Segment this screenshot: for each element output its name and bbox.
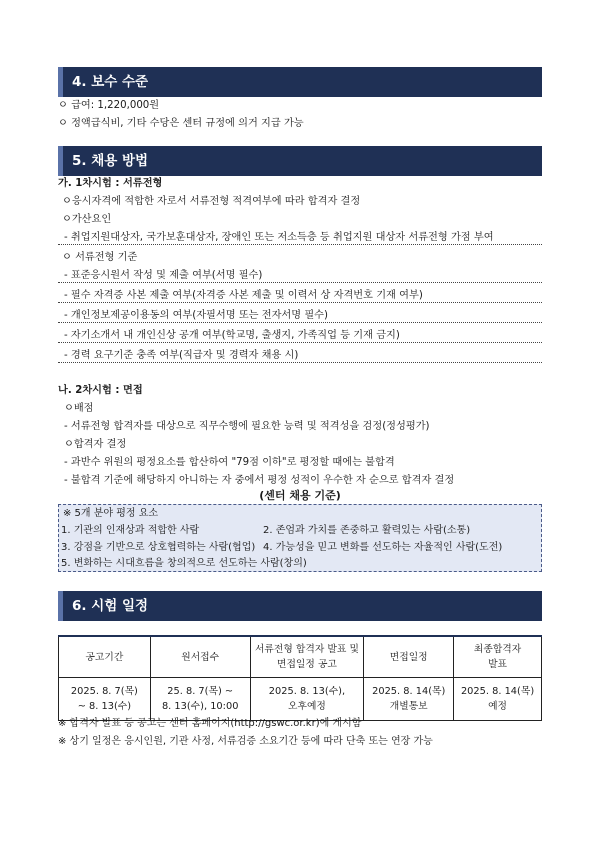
- stage2-heading: 나. 2차시험 : 면접: [58, 385, 143, 396]
- stage2-line: ㅇ합격자 결정: [64, 439, 127, 450]
- table-header-cell: 서류전형 합격자 발표 및 면접일정 공고: [250, 636, 364, 678]
- section-6-title: 6. 시험 일정: [72, 598, 149, 614]
- stage1-line: - 필수 자격증 사본 제출 여부(자격증 사본 제출 및 이력서 상 자격번호 기재 여부): [64, 290, 423, 301]
- table-cell: 2025. 8. 14(목) 개별통보: [364, 678, 454, 721]
- criteria-item: 5. 변화하는 시대흐름을 창의적으로 선도하는 사람(창의): [61, 558, 307, 569]
- stage2-line: - 과반수 위원의 평정요소를 합산하여 "79점 이하"로 평정할 때에는 불합격: [64, 457, 395, 468]
- stage1-line: - 경력 요구기준 충족 여부(직급자 및 경력자 채용 시): [64, 350, 299, 361]
- section-5-title: 5. 채용 방법: [72, 153, 149, 169]
- table-row: [59, 678, 542, 721]
- table-cell: 2025. 8. 14(목) 예정: [454, 678, 542, 721]
- table-header-row: [59, 636, 542, 678]
- stage1-line: - 취업지원대상자, 국가보훈대상자, 장애인 또는 저소득층 등 취업지원 대상자 서류전형 가점 부여: [64, 232, 494, 243]
- stage1-line: ㅇ가산요인: [62, 214, 112, 225]
- stage2-line: ㅇ배점: [64, 403, 94, 414]
- stage1-line: - 개인정보제공이용동의 여부(자필서명 또는 전자서명 필수): [64, 310, 329, 321]
- stage1-line: - 자기소개서 내 개인신상 공개 여부(학교명, 출생지, 가족직업 등 기재 금지): [64, 330, 400, 341]
- stage2-line: - 서류전형 합격자를 대상으로 직무수행에 필요한 능력 및 적격성을 검정(정성평가): [64, 421, 430, 432]
- section-4-header: [58, 67, 542, 97]
- table-cell: 2025. 8. 13(수), 오후예정: [250, 678, 364, 721]
- criteria-box-heading: ※ 5개 분야 평정 요소: [63, 508, 159, 519]
- section-5-header: [58, 146, 542, 176]
- stage1-heading: 가. 1차시험 : 서류전형: [58, 178, 163, 189]
- stage2-line: - 불합격 기준에 해당하지 아니하는 자 중에서 평정 성적이 우수한 자 순으로 합격자 결정: [64, 475, 455, 486]
- criteria-item: 3. 강점을 기반으로 상호협력하는 사람(협업): [61, 542, 256, 553]
- schedule-note: ※ 상기 일정은 응시인원, 기관 사정, 서류검증 소요기간 등에 따라 단축 또는 연장 가능: [58, 736, 433, 747]
- allowance-item: ㅇ 정액급식비, 기타 수당은 센터 규정에 의거 지급 가능: [58, 118, 304, 129]
- stage1-line: - 표준응시원서 작성 및 제출 여부(서명 필수): [64, 270, 263, 281]
- section-4-title: 4. 보수 수준: [72, 74, 149, 90]
- stage1-line: ㅇ 서류전형 기준: [62, 252, 138, 263]
- evaluation-criteria-box: [58, 504, 542, 572]
- table-cell: 25. 8. 7(목) ~ 8. 13(수), 10:00: [150, 678, 250, 721]
- section-6-header: [58, 591, 542, 621]
- criteria-item: 1. 기관의 인재상과 적합한 사람: [61, 525, 200, 536]
- table-header-cell: 원서접수: [150, 636, 250, 678]
- table-cell: 2025. 8. 7(목) ~ 8. 13(수): [59, 678, 151, 721]
- criteria-title: (센터 채용 기준): [259, 489, 341, 502]
- salary-item: ㅇ 급여: 1,220,000원: [58, 100, 160, 111]
- table-header-cell: 최종합격자 발표: [454, 636, 542, 678]
- criteria-item: 4. 가능성을 믿고 변화를 선도하는 자율적인 사람(도전): [263, 542, 503, 553]
- table-header-cell: 공고기간: [59, 636, 151, 678]
- table-header-cell: 면접일정: [364, 636, 454, 678]
- schedule-table: [58, 635, 542, 721]
- criteria-item: 2. 존엄과 가치를 존중하고 활력있는 사람(소통): [263, 525, 471, 536]
- schedule-note: ※ 합격자 발표 등 공고는 센터 홈페이지(http://gswc.or.kr)에 게시함: [58, 718, 362, 729]
- stage1-line: ㅇ응시자격에 적합한 자로서 서류전형 적격여부에 따라 합격자 결정: [62, 196, 361, 207]
